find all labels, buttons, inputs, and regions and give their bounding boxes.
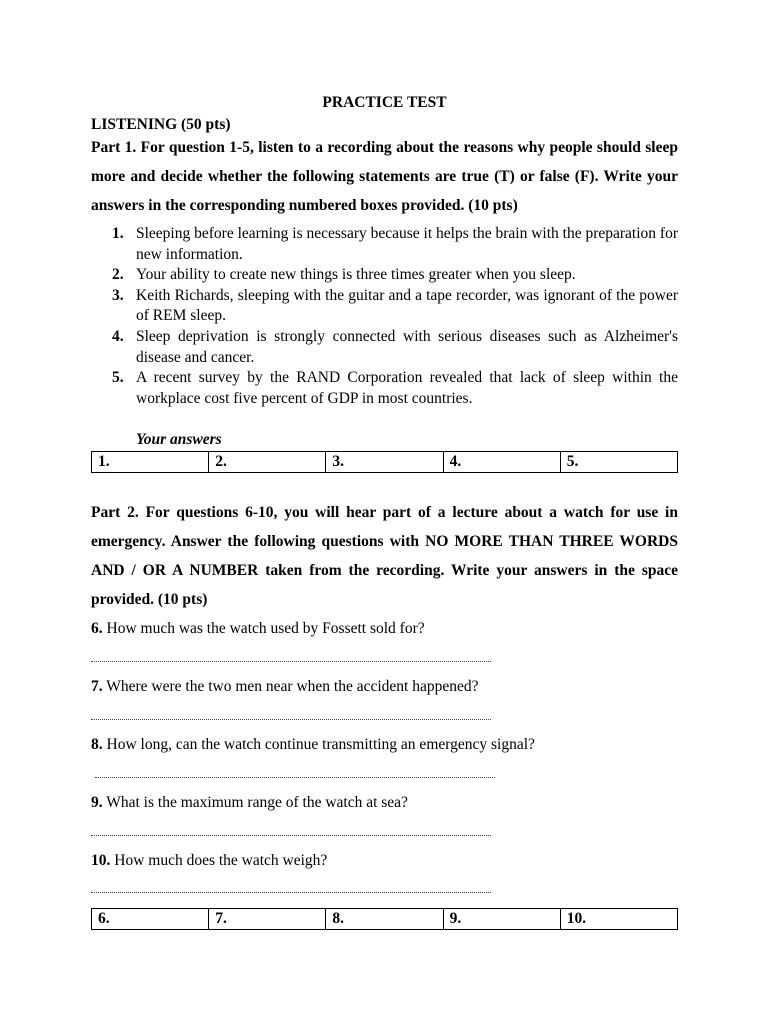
item-number: 1. — [112, 225, 124, 242]
answer-box-10[interactable]: 10. — [560, 909, 677, 930]
part1-answer-table — [91, 451, 678, 473]
part2-instructions: Part 2. For questions 6-10, you will hear part of a lecture about a watch for use in emergency. Answer the following questions with NO MORE THAN THREE WORDS AND / OR A NUMBER taken from the recording. Write your answers in the space provided. (10 pts) — [91, 504, 678, 608]
part1-instructions: Part 1. For question 1-5, listen to a recording about the reasons why people should sleep more and decide whether the following statements are true (T) or false (F). Write your answers in the corresponding numbered boxes provided. (10 pts) — [91, 139, 678, 214]
answer-box-5[interactable]: 5. — [560, 452, 677, 473]
item-text: Sleep deprivation is strongly connected with serious diseases such as Alzheimer's disease and cancer. — [136, 327, 678, 366]
list-item — [91, 368, 678, 409]
table-row — [92, 452, 678, 473]
item-text: Sleeping before learning is necessary because it helps the brain with the preparation for new information. — [136, 225, 678, 263]
list-item — [91, 286, 678, 327]
table-row — [92, 909, 678, 930]
section-heading: LISTENING (50 pts) — [91, 116, 231, 133]
answer-line-7[interactable] — [91, 719, 491, 720]
answer-line-9[interactable] — [91, 835, 491, 836]
question-8 — [91, 735, 678, 755]
item-number: 4. — [112, 327, 124, 345]
answer-box-7[interactable]: 7. — [209, 909, 326, 930]
question-10 — [91, 851, 678, 871]
question-number: 8. — [91, 736, 103, 753]
question-7 — [91, 677, 678, 697]
answer-box-9[interactable]: 9. — [443, 909, 560, 930]
item-text: Keith Richards, sleeping with the guitar and a tape recorder, was ignorant of the power of REM sleep. — [136, 286, 678, 325]
item-number: 3. — [112, 286, 124, 304]
item-text: A recent survey by the RAND Corporation revealed that lack of sleep within the workplace cost five percent of GDP in most countries. — [136, 369, 678, 407]
list-item — [91, 224, 678, 265]
answer-line-8[interactable] — [95, 777, 495, 778]
answer-box-6[interactable]: 6. — [92, 909, 209, 930]
list-item — [91, 327, 678, 368]
part1-statement-list — [91, 224, 678, 409]
answer-box-8[interactable]: 8. — [326, 909, 443, 930]
your-answers-label: Your answers — [136, 431, 222, 448]
answer-box-2[interactable]: 2. — [209, 452, 326, 473]
answer-line-10[interactable] — [91, 892, 491, 893]
item-number: 5. — [112, 369, 124, 387]
question-6 — [91, 619, 678, 639]
part2-answer-table — [91, 908, 678, 930]
question-text: How long, can the watch continue transmitting an emergency signal? — [106, 736, 535, 753]
item-text: Your ability to create new things is three times greater when you sleep. — [136, 266, 576, 284]
answer-box-1[interactable]: 1. — [92, 452, 209, 473]
answer-box-3[interactable]: 3. — [326, 452, 443, 473]
question-number: 9. — [91, 794, 103, 811]
question-text: How much does the watch weigh? — [114, 852, 328, 869]
question-text: Where were the two men near when the accident happened? — [106, 678, 479, 695]
question-9 — [91, 793, 678, 813]
question-number: 6. — [91, 620, 103, 637]
answer-box-4[interactable]: 4. — [443, 452, 560, 473]
question-text: How much was the watch used by Fossett sold for? — [106, 620, 425, 637]
question-number: 10. — [91, 852, 111, 869]
answer-line-6[interactable] — [91, 661, 491, 662]
question-text: What is the maximum range of the watch at sea? — [106, 794, 408, 811]
question-number: 7. — [91, 678, 103, 695]
item-number: 2. — [112, 266, 124, 284]
list-item — [91, 265, 678, 286]
page-title: PRACTICE TEST — [322, 94, 447, 111]
